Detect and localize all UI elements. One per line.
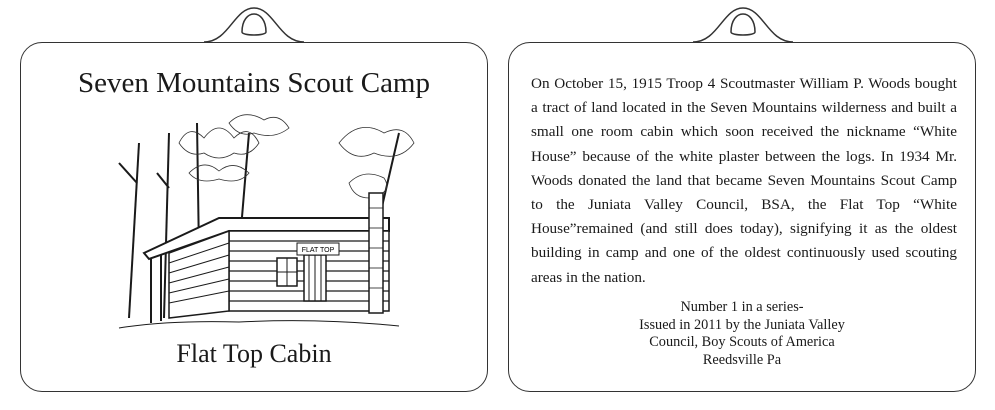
series-line: Council, Boy Scouts of America [649, 334, 835, 350]
card-title: Seven Mountains Scout Camp [77, 67, 430, 99]
front-ornament-card [20, 42, 488, 392]
history-paragraph: On October 15, 1915 Troop 4 Scoutmaster William P. Woods bought a tract of land located in the Seven Mountains wilderness and built a small one room cabin which soon received the nickname “White House” because of the white plaster between the logs. In 1934 Mr. Woods donated the land that became Seven Mountains Scout Camp to the Juniata Valley Council, BSA, the Flat Top “White House”remained (and still does today), signifying it as the oldest building in camp and one of the oldest continuously used scouting areas in the nation. [531, 75, 957, 286]
series-line: Reedsville Pa [702, 351, 782, 368]
card-subtitle: Flat Top Cabin [176, 339, 332, 368]
series-info [509, 299, 975, 369]
series-line: Issued in 2011 by the Juniata Valley [639, 316, 845, 333]
cabin-illustration [99, 103, 419, 338]
back-ornament-card [508, 42, 976, 392]
cabin-sign: FLAT TOP [301, 247, 335, 254]
series-line: Number 1 in a series- [680, 299, 804, 315]
